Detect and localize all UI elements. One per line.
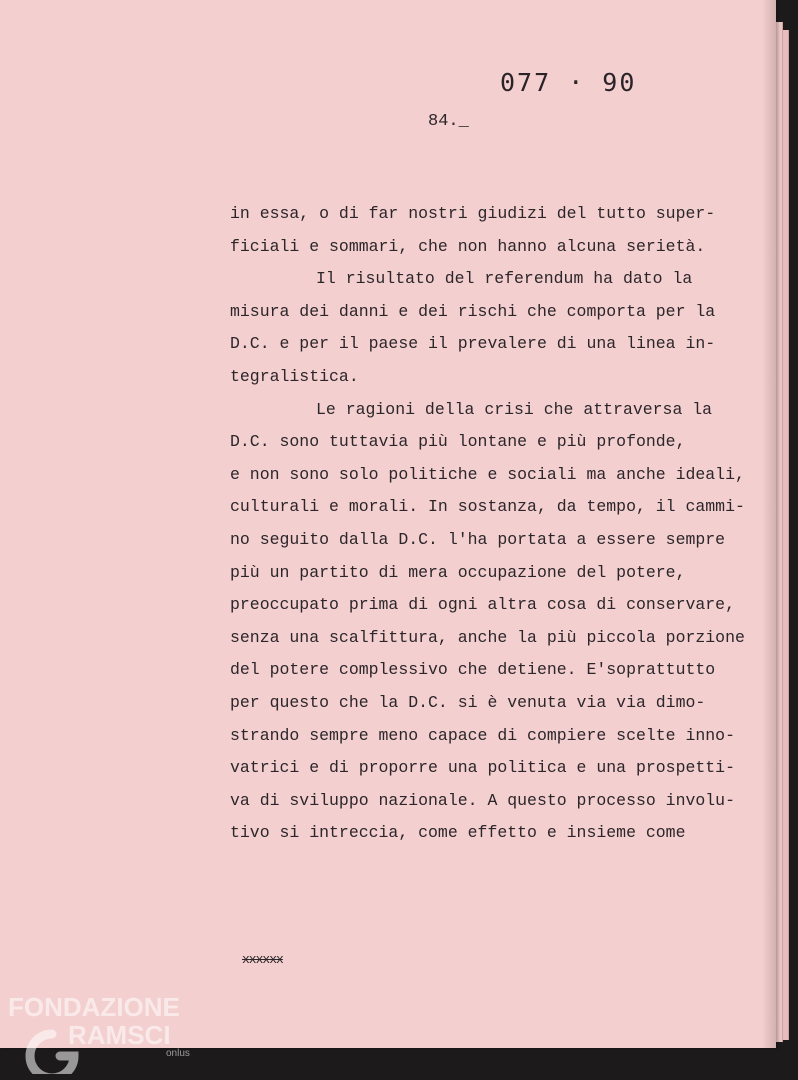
text-line: tegralistica. [230,366,359,386]
text-line: in essa, o di far nostri giudizi del tutto super- [230,204,716,223]
fondazione-gramsci-watermark-logo [8,994,208,1074]
text-line: no seguito dalla D.C. l'ha portata a essere sempre [230,529,726,549]
text-line: culturali e morali. In sostanza, da tempo, il cammi- [230,497,745,517]
archive-number: 077 · 90 [500,68,637,97]
text-line: vatrici e di proporre una politica e una prospetti- [230,758,735,778]
text-line: va di sviluppo nazionale. A questo processo involu- [230,790,735,810]
text-line: e non sono solo politiche e sociali ma anche ideali, [230,464,745,484]
text-line: per questo che la D.C. si è venuta via via dimo- [230,692,706,712]
body-text [230,198,775,850]
struck-out-text: xxxxxx [242,952,283,967]
text-line: Le ragioni della crisi che attraversa la [316,399,713,419]
watermark-graphic [8,994,208,1074]
text-line: Il risultato del referendum ha dato la [316,269,693,289]
text-line: del potere complessivo che detiene. E'soprattutto [230,660,716,680]
watermark-line-2: RAMSCI [68,1020,171,1050]
page-number: 84._ [428,112,469,131]
text-line: strando sempre meno capace di compiere scelte inno- [230,725,735,745]
text-line: ficiali e sommari, che non hanno alcuna serietà. [230,236,706,256]
text-line: più un partito di mera occupazione del potere, [230,562,686,582]
text-line: preoccupato prima di ogni altra cosa di conservare, [230,595,735,615]
text-line: D.C. e per il paese il prevalere di una linea in- [230,334,716,354]
watermark-line-1: FONDAZIONE [8,994,180,1022]
text-line: misura dei danni e dei rischi che comporta per la [230,301,716,321]
watermark-line-3: onlus [166,1048,190,1059]
text-line: D.C. sono tuttavia più lontane e più profonde, [230,432,686,452]
text-line: senza una scalfittura, anche la più piccola porzione [230,627,745,647]
text-line: tivo si intreccia, come effetto e insieme come [230,823,686,843]
